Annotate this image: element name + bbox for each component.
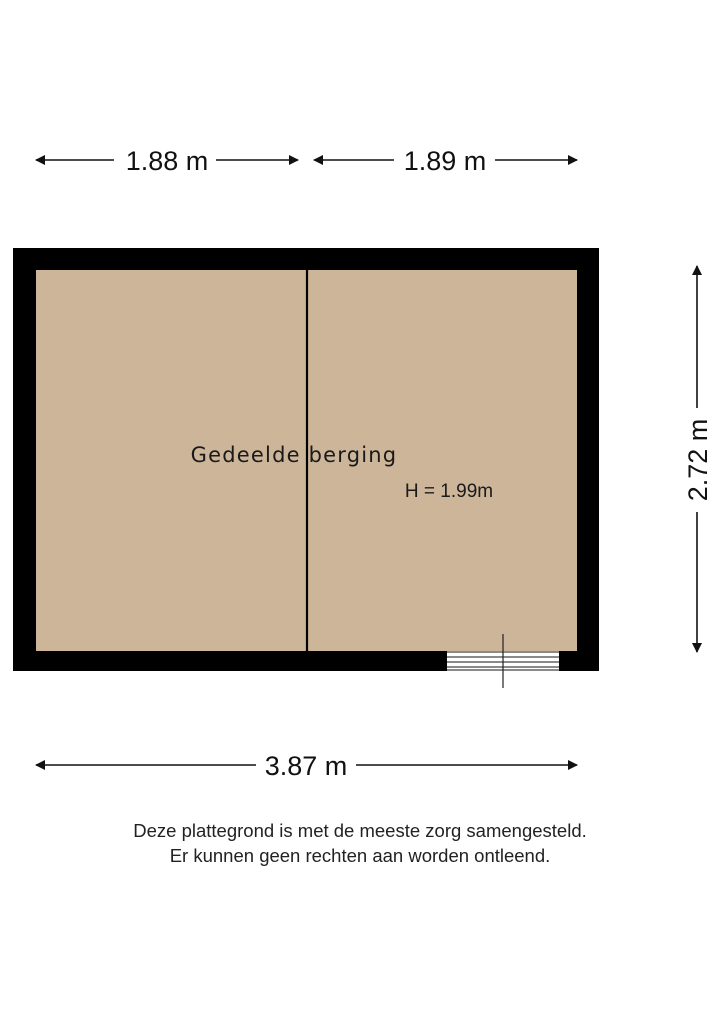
dimension-top-left xyxy=(36,146,298,176)
disclaimer-line-2: Er kunnen geen rechten aan worden ontleend. xyxy=(169,845,551,866)
dimension-label-top-right: 1.89 m xyxy=(403,146,487,176)
dimension-label-top-left: 1.88 m xyxy=(125,146,209,176)
dimension-label-bottom: 3.87 m xyxy=(264,751,348,781)
dimension-top-right xyxy=(314,146,577,176)
disclaimer xyxy=(0,818,720,868)
dimension-bottom xyxy=(36,751,577,781)
dimension-right xyxy=(683,266,713,652)
room-name: Gedeelde berging xyxy=(190,443,398,467)
dimension-label-right: 2.72 m xyxy=(683,418,713,502)
disclaimer-line-1: Deze plattegrond is met de meeste zorg samengesteld. xyxy=(133,820,587,841)
room-height: H = 1.99m xyxy=(404,481,494,502)
